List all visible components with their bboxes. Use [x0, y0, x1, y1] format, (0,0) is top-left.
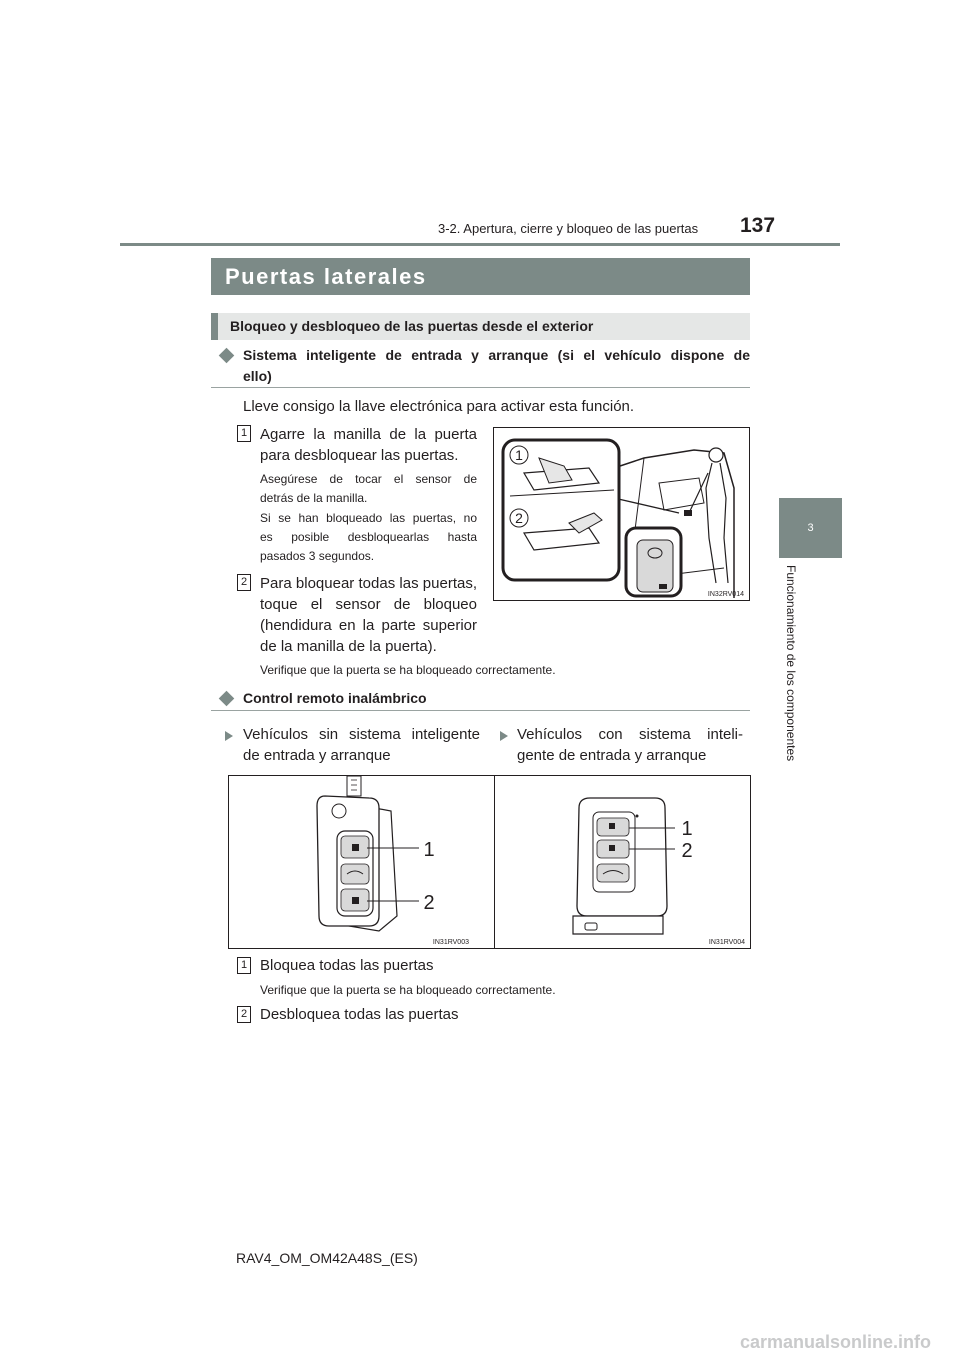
triangle-bullet-icon [225, 731, 233, 741]
left-label-line2: de entrada y arranque [243, 747, 391, 764]
section-header: 3-2. Apertura, cierre y bloqueo de las puertas [438, 221, 699, 236]
step-badge: 2 [237, 574, 251, 591]
note2-line2: es posible desbloquearlas hasta [260, 530, 477, 544]
figure-callout: 1 [515, 447, 523, 463]
chapter-title-container [770, 565, 810, 785]
step2-line2: toque el sensor de bloqueo [260, 596, 477, 613]
note2-line1: Si se han bloqueado las puertas, no [260, 511, 477, 525]
page-number: 137 [740, 214, 776, 237]
header-rule [120, 243, 840, 246]
item2-text: Desbloquea todas las puertas [260, 1006, 459, 1023]
right-label-line2: gente de entrada y arranque [517, 747, 707, 764]
item-badge: 2 [237, 1006, 251, 1023]
smart-key-illustration [495, 776, 751, 948]
step-badge: 1 [237, 425, 251, 442]
note1-line2: detrás de la manilla. [260, 491, 368, 505]
step1-line2: para desbloquear las puertas. [260, 447, 459, 464]
figure-callout: 1 [423, 839, 435, 861]
diamond-icon [219, 691, 235, 707]
step2-line4: de la manilla de la puerta). [260, 638, 437, 655]
note2-line3: pasados 3 segundos. [260, 549, 375, 563]
figure-code: IN31RV004 [708, 939, 745, 946]
figure-callout: 2 [681, 840, 693, 862]
item-badge: 1 [237, 957, 251, 974]
footer-code: RAV4_OM_OM42A48S_(ES) [236, 1250, 418, 1266]
smart-heading-line2: ello) [243, 368, 272, 384]
figure-callout: 2 [423, 892, 435, 914]
figure-code: IN31RV003 [432, 939, 469, 946]
heading-rule [211, 387, 750, 388]
subsection-title: Bloqueo y desbloqueo de las puertas desde el exterior [211, 313, 750, 340]
note1-line1: Asegúrese de tocar el sensor de [260, 472, 477, 486]
figure-callout: 1 [681, 818, 693, 840]
chapter-title: Funcionamiento de los componentes [784, 565, 798, 762]
chapter-number: 3 [807, 522, 814, 534]
item1-note: Verifique que la puerta se ha bloqueado correctamente. [260, 983, 556, 997]
figure-callout: 2 [515, 510, 523, 526]
step1-line1: Agarre la manilla de la puerta [260, 426, 477, 443]
step2-line1: Para bloquear todas las puertas, [260, 575, 477, 592]
smart-heading-line1: Sistema inteligente de entrada y arranque (si el vehículo dispone de [243, 347, 750, 363]
heading-rule [211, 710, 750, 711]
door-handle-illustration [494, 428, 750, 601]
step2-line3: (hendidura en la parte superior [260, 617, 477, 634]
right-label-line1: Vehículos con sistema inteli- [517, 726, 743, 743]
verify-note: Verifique que la puerta se ha bloqueado correctamente. [260, 663, 556, 677]
watermark: carmanualsonline.info [740, 1332, 932, 1352]
diamond-icon [219, 348, 235, 364]
triangle-bullet-icon [500, 731, 508, 741]
door-handle-figure [493, 427, 750, 601]
item1-text: Bloquea todas las puertas [260, 957, 434, 974]
page-title: Puertas laterales [211, 258, 750, 295]
smart-intro: Lleve consigo la llave electrónica para activar esta función. [243, 398, 635, 415]
flip-key-illustration [229, 776, 494, 948]
remote-figures [228, 775, 751, 949]
chapter-tab [779, 498, 842, 558]
left-label-line1: Vehículos sin sistema inteligente [243, 726, 480, 743]
remote-heading: Control remoto inalámbrico [243, 690, 427, 706]
figure-code: IN32RV014 [707, 591, 744, 598]
